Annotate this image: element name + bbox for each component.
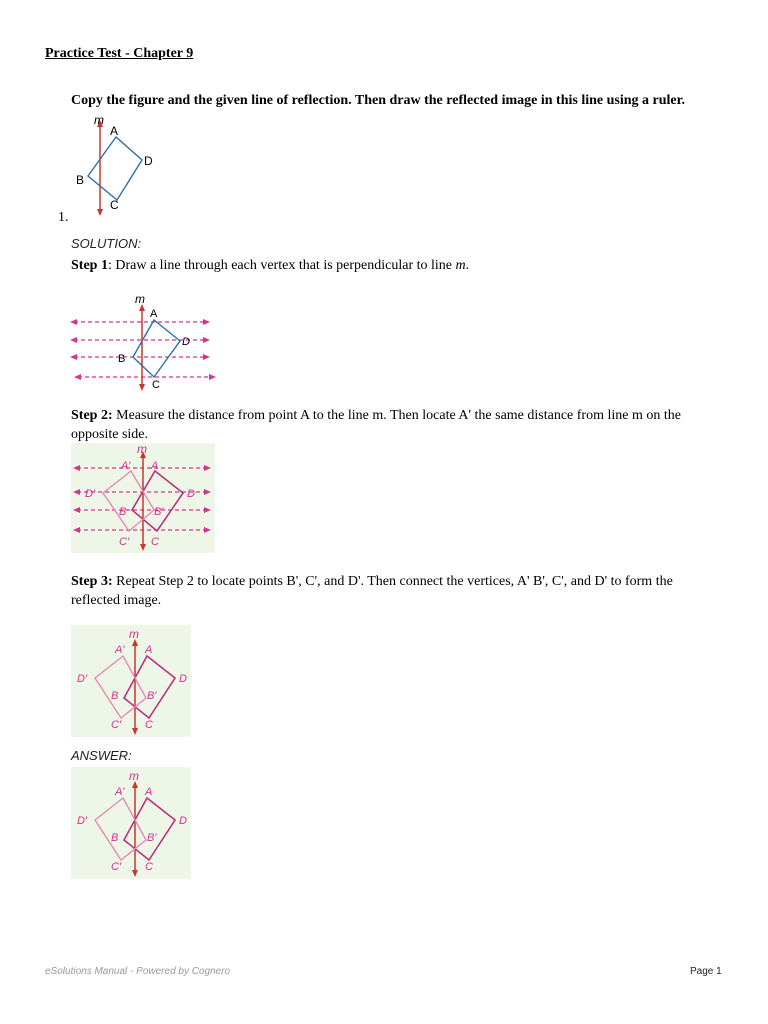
label-c: C bbox=[145, 719, 153, 731]
label-a: A bbox=[145, 786, 153, 798]
label-a-prime: A′ bbox=[121, 460, 131, 472]
label-b: B bbox=[76, 173, 85, 187]
label-c-prime: C′ bbox=[111, 861, 122, 873]
label-d-prime: D′ bbox=[77, 673, 88, 685]
label-m: m bbox=[94, 113, 104, 127]
figure-original bbox=[70, 110, 170, 218]
quadrilateral-abcd bbox=[88, 137, 142, 200]
label-a: A bbox=[151, 460, 159, 472]
label-b: B bbox=[118, 353, 126, 365]
label-d-prime: D′ bbox=[85, 488, 96, 500]
step-2-text: Measure the distance from point A to the line m. Then locate A' the same distance from line m on the opposite side. bbox=[71, 408, 681, 442]
label-c: C bbox=[152, 379, 160, 391]
label-c: C bbox=[151, 536, 159, 548]
arrow-down-icon bbox=[139, 384, 145, 391]
label-m: m bbox=[135, 292, 145, 306]
figure-answer bbox=[71, 767, 191, 879]
step-1-var: m bbox=[455, 258, 466, 273]
label-b-prime: B′ bbox=[147, 832, 157, 844]
step-1 bbox=[71, 256, 711, 275]
quadrilateral-abcd bbox=[133, 320, 180, 377]
label-d: D bbox=[179, 673, 187, 685]
question-prompt: Copy the figure and the given line of reflection. Then draw the reflected image in this line using a ruler. bbox=[71, 93, 686, 108]
question-number: 1. bbox=[58, 210, 69, 225]
step-3 bbox=[71, 572, 711, 610]
figure-step-2 bbox=[71, 443, 215, 553]
step-3-label: Step 3: bbox=[71, 574, 113, 589]
solution-label: SOLUTION: bbox=[71, 236, 142, 251]
page-title: Practice Test - Chapter 9 bbox=[45, 46, 194, 61]
label-m: m bbox=[129, 627, 139, 641]
arrow-down-icon bbox=[97, 209, 103, 216]
label-b-prime: B′ bbox=[154, 506, 164, 518]
label-d: D bbox=[182, 336, 190, 348]
label-a: A bbox=[110, 124, 119, 138]
label-a-prime: A′ bbox=[115, 786, 125, 798]
label-c: C bbox=[145, 861, 153, 873]
answer-label: ANSWER: bbox=[71, 748, 132, 763]
figure-step-3 bbox=[71, 625, 191, 737]
label-a-prime: A′ bbox=[115, 644, 125, 656]
step-2 bbox=[71, 406, 711, 444]
step-3-text: Repeat Step 2 to locate points B', C', and D'. Then connect the vertices, A' B', C', and D' to form the reflected image. bbox=[71, 574, 673, 608]
label-a: A bbox=[150, 308, 158, 320]
label-c-prime: C′ bbox=[111, 719, 122, 731]
label-d-prime: D′ bbox=[77, 815, 88, 827]
label-b: B bbox=[111, 690, 119, 702]
label-b: B bbox=[111, 832, 119, 844]
label-a: A bbox=[145, 644, 153, 656]
step-1-text: : Draw a line through each vertex that is perpendicular to line bbox=[107, 258, 456, 273]
step-1-label: Step 1 bbox=[71, 258, 108, 273]
label-d: D bbox=[179, 815, 187, 827]
label-m: m bbox=[137, 443, 147, 456]
step-1-end: . bbox=[465, 258, 470, 273]
label-d: D bbox=[144, 154, 153, 168]
footer-publisher: eSolutions Manual - Powered by Cognero bbox=[45, 966, 231, 977]
footer-page-number: Page 1 bbox=[690, 966, 722, 977]
label-d: D bbox=[187, 488, 195, 500]
label-b: B bbox=[119, 506, 127, 518]
label-c-prime: C′ bbox=[119, 536, 130, 548]
label-c: C bbox=[110, 198, 119, 212]
label-m: m bbox=[129, 769, 139, 783]
figure-step-1 bbox=[66, 292, 218, 392]
label-b-prime: B′ bbox=[147, 690, 157, 702]
step-2-label: Step 2: bbox=[71, 408, 113, 423]
